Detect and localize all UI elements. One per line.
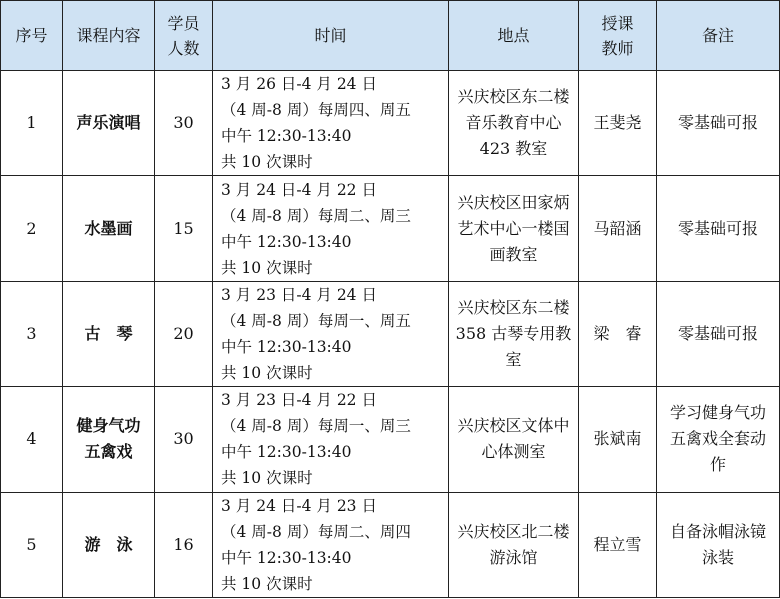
time-hours: 中午 12:30-13:40	[221, 443, 352, 462]
time-sessions: 共 10 次课时	[221, 469, 313, 488]
table-row	[1, 387, 780, 492]
time-weeks: （4 周-8 周）每周一、周三	[221, 417, 411, 436]
table-row	[1, 492, 780, 597]
row-time	[213, 387, 449, 492]
row-time	[213, 71, 449, 176]
time-sessions: 共 10 次课时	[221, 363, 313, 382]
row-teacher: 梁 睿	[579, 281, 657, 386]
row-location: 兴庆校区文体中心体测室	[449, 387, 579, 492]
time-sessions: 共 10 次课时	[221, 574, 313, 593]
time-hours: 中午 12:30-13:40	[221, 548, 352, 567]
time-dates: 3 月 23 日-4 月 24 日	[221, 285, 377, 304]
row-index: 1	[1, 71, 63, 176]
row-note: 零基础可报	[657, 281, 780, 386]
header-location: 地点	[449, 1, 579, 71]
time-weeks: （4 周-8 周）每周二、周三	[221, 206, 411, 225]
row-index: 3	[1, 281, 63, 386]
time-dates: 3 月 23 日-4 月 22 日	[221, 391, 377, 410]
row-time	[213, 176, 449, 281]
header-students: 学员 人数	[155, 1, 213, 71]
row-location: 兴庆校区东二楼 358 古琴专用教室	[449, 281, 579, 386]
row-index: 5	[1, 492, 63, 597]
row-teacher: 王斐尧	[579, 71, 657, 176]
time-weeks: （4 周-8 周）每周一、周五	[221, 311, 411, 330]
time-sessions: 共 10 次课时	[221, 153, 313, 172]
row-note: 自备泳帽泳镜泳装	[657, 492, 780, 597]
row-course: 游 泳	[63, 492, 155, 597]
row-students: 30	[155, 387, 213, 492]
row-teacher: 张斌南	[579, 387, 657, 492]
header-index: 序号	[1, 1, 63, 71]
row-students: 20	[155, 281, 213, 386]
row-course: 健身气功 五禽戏	[63, 387, 155, 492]
row-time	[213, 492, 449, 597]
time-sessions: 共 10 次课时	[221, 258, 313, 277]
row-students: 30	[155, 71, 213, 176]
row-note: 零基础可报	[657, 176, 780, 281]
row-teacher: 程立雪	[579, 492, 657, 597]
row-location: 兴庆校区北二楼游泳馆	[449, 492, 579, 597]
time-dates: 3 月 26 日-4 月 24 日	[221, 75, 377, 94]
time-hours: 中午 12:30-13:40	[221, 337, 352, 356]
table-row	[1, 176, 780, 281]
row-note: 学习健身气功五禽戏全套动作	[657, 387, 780, 492]
header-course: 课程内容	[63, 1, 155, 71]
row-location: 兴庆校区东二楼音乐教育中心 423 教室	[449, 71, 579, 176]
header-time: 时间	[213, 1, 449, 71]
row-location: 兴庆校区田家炳艺术中心一楼国画教室	[449, 176, 579, 281]
row-note: 零基础可报	[657, 71, 780, 176]
time-weeks: （4 周-8 周）每周二、周四	[221, 522, 411, 541]
row-course: 水墨画	[63, 176, 155, 281]
time-hours: 中午 12:30-13:40	[221, 232, 352, 251]
header-note: 备注	[657, 1, 780, 71]
time-dates: 3 月 24 日-4 月 23 日	[221, 496, 377, 515]
time-weeks: （4 周-8 周）每周四、周五	[221, 101, 411, 120]
header-row	[1, 1, 780, 71]
row-course: 声乐演唱	[63, 71, 155, 176]
row-time	[213, 281, 449, 386]
row-teacher: 马韶涵	[579, 176, 657, 281]
row-index: 4	[1, 387, 63, 492]
table-row	[1, 281, 780, 386]
row-course: 古 琴	[63, 281, 155, 386]
header-teacher: 授课 教师	[579, 1, 657, 71]
row-students: 16	[155, 492, 213, 597]
time-dates: 3 月 24 日-4 月 22 日	[221, 180, 377, 199]
row-students: 15	[155, 176, 213, 281]
row-index: 2	[1, 176, 63, 281]
table-row	[1, 71, 780, 176]
time-hours: 中午 12:30-13:40	[221, 127, 352, 146]
